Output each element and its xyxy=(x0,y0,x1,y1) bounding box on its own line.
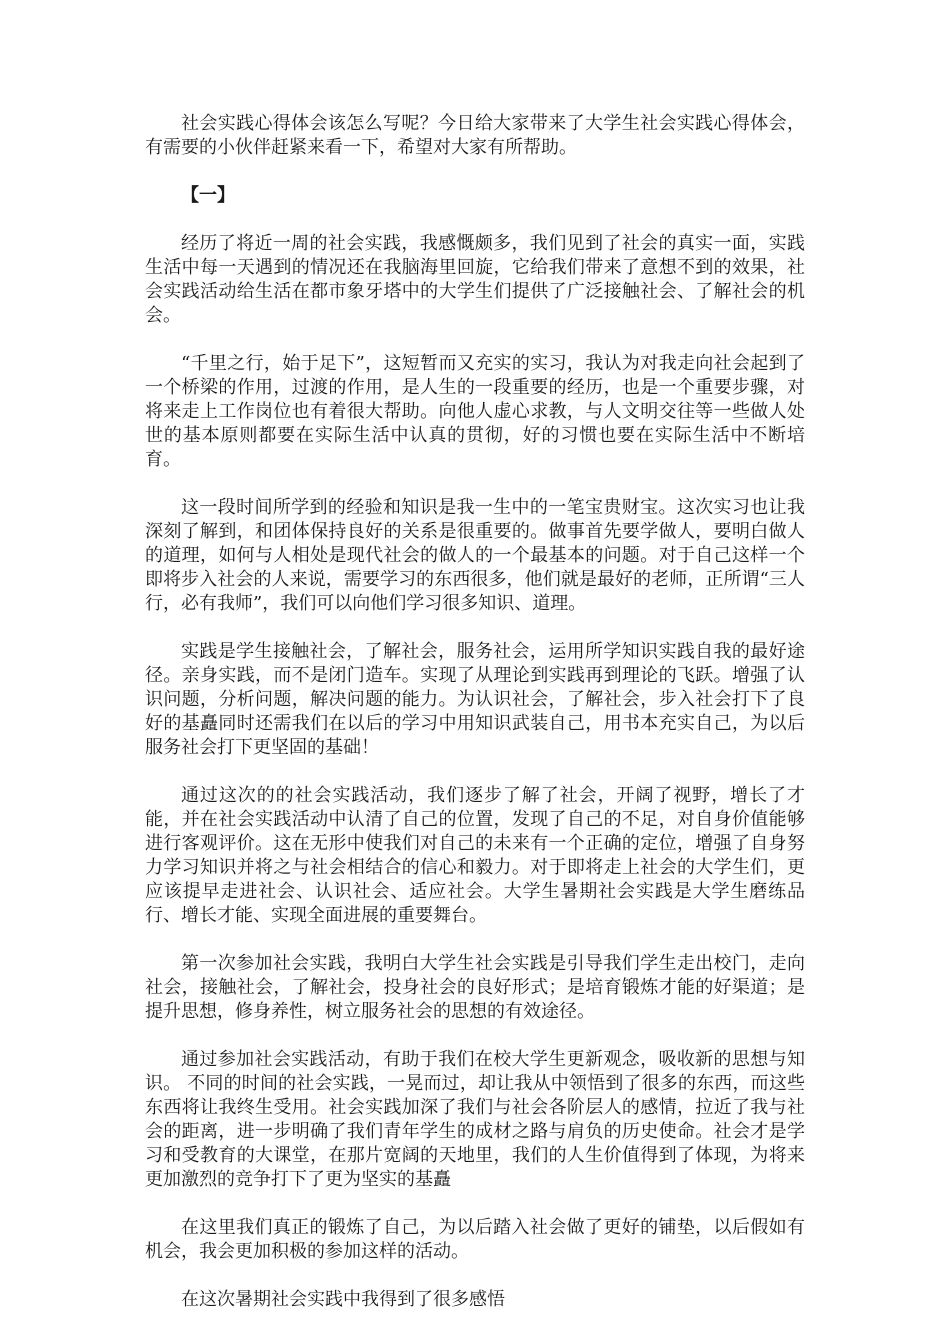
body-paragraph-1: 经历了将近一周的社会实践，我感慨颇多，我们见到了社会的真实一面，实践生活中每一天遇到的情况还在我脑海里回旋，它给我们带来了意想不到的效果，社会实践活动给生活在都市象牙塔中的大学生们提供了广泛接触社会、了解社会的机会。 xyxy=(145,233,805,326)
intro-paragraph: 社会实践心得体会该怎么写呢？今日给大家带来了大学生社会实践心得体会，有需要的小伙伴赶紧来看一下，希望对大家有所帮助。 xyxy=(145,113,805,158)
body-paragraph-7: 通过参加社会实践活动，有助于我们在校大学生更新观念，吸收新的思想与知识。 不同的时间的社会实践，一晃而过，却让我从中领悟到了很多的东西，而这些东西将让我终生受用。社会实践加深了我们与社会各阶层人的感情，拉近了我与社会的距离，进一步明确了我们青年学生的成材之路与肩负的历史使命。社会才是学习和受教育的大课堂，在那片宽阔的天地里，我们的人生价值得到了体现，为将来更加激烈的竞争打下了更为坚实的基矗 xyxy=(145,1049,805,1190)
section-heading: 【一】 xyxy=(181,185,235,206)
body-paragraph-9: 在这次暑期社会实践中我得到了很多感悟 xyxy=(181,1289,505,1310)
body-paragraph-6: 第一次参加社会实践，我明白大学生社会实践是引导我们学生走出校门，走向社会，接触社会，了解社会，投身社会的良好形式；是培育锻炼才能的好渠道；是提升思想，修身养性，树立服务社会的思想的有效途径。 xyxy=(145,953,805,1022)
body-paragraph-8: 在这里我们真正的锻炼了自己，为以后踏入社会做了更好的铺垫，以后假如有机会，我会更加积极的参加这样的活动。 xyxy=(145,1217,805,1262)
body-paragraph-4: 实践是学生接触社会，了解社会，服务社会，运用所学知识实践自我的最好途径。亲身实践，而不是闭门造车。实现了从理论到实践再到理论的飞跃。增强了认识问题，分析问题，解决问题的能力。为认识社会，了解社会，步入社会打下了良好的基矗同时还需我们在以后的学习中用知识武装自己，用书本充实自己，为以后服务社会打下更坚固的基础！ xyxy=(145,641,805,758)
body-paragraph-5: 通过这次的的社会实践活动，我们逐步了解了社会，开阔了视野，增长了才能，并在社会实践活动中认清了自己的位置，发现了自己的不足，对自身价值能够进行客观评价。这在无形中使我们对自己的未来有一个正确的定位，增强了自身努力学习知识并将之与社会相结合的信心和毅力。对于即将走上社会的大学生们，更应该提早走进社会、认识社会、适应社会。大学生暑期社会实践是大学生磨练品行、增长才能、实现全面进展的重要舞台。 xyxy=(145,785,805,926)
body-paragraph-2: “千里之行，始于足下”，这短暂而又充实的实习，我认为对我走向社会起到了一个桥梁的作用，过渡的作用，是人生的一段重要的经历，也是一个重要步骤，对将来走上工作岗位也有着很大帮助。向他人虚心求教，与人文明交往等一些做人处世的基本原则都要在实际生活中认真的贯彻，好的习惯也要在实际生活中不断培育。 xyxy=(145,353,805,470)
document-page xyxy=(145,112,805,1336)
body-paragraph-3: 这一段时间所学到的经验和知识是我一生中的一笔宝贵财宝。这次实习也让我深刻了解到，和团体保持良好的关系是很重要的。做事首先要学做人，要明白做人的道理，如何与人相处是现代社会的做人的一个最基本的问题。对于自己这样一个即将步入社会的人来说，需要学习的东西很多，他们就是最好的老师，正所谓“三人行，必有我师”，我们可以向他们学习很多知识、道理。 xyxy=(145,497,805,614)
